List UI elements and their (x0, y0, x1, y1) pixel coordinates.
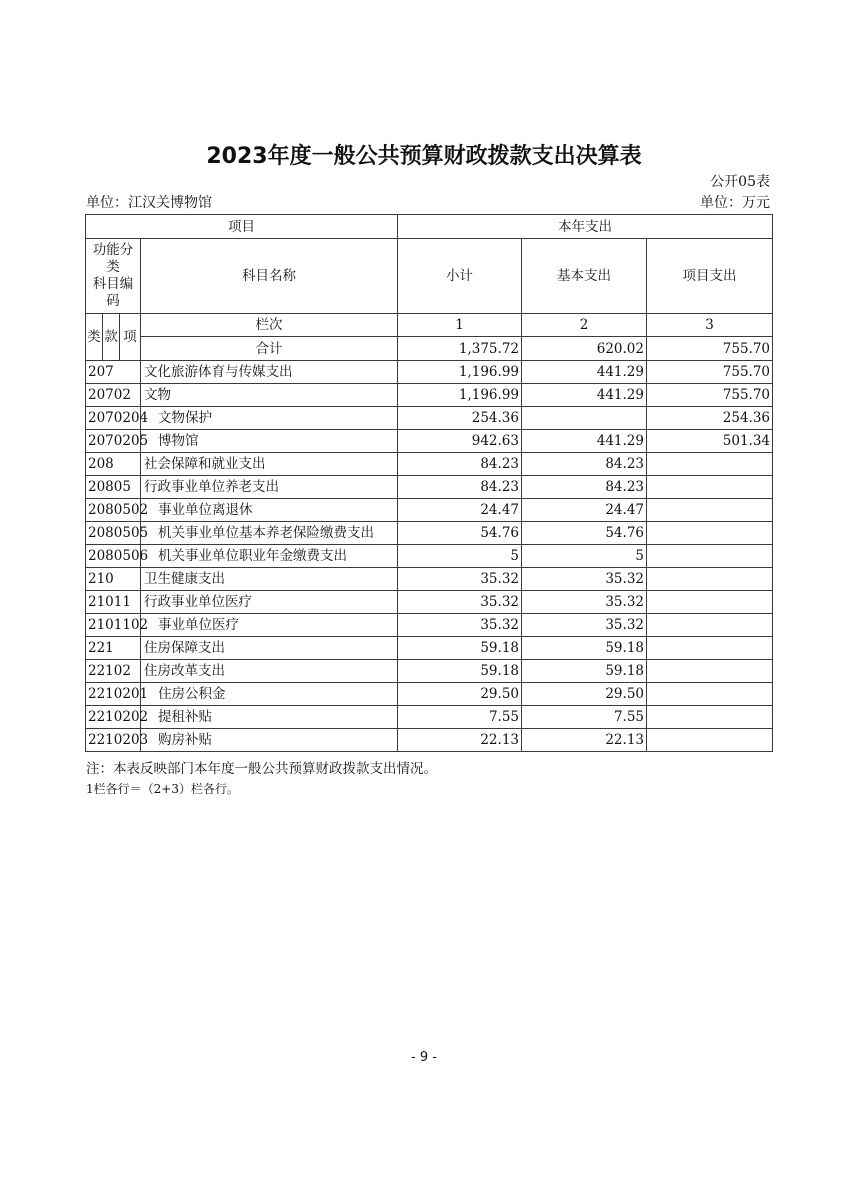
project-expense-value (647, 453, 773, 476)
subject-name: 事业单位离退休 (141, 499, 398, 522)
basic-expense-value: 59.18 (522, 637, 647, 660)
table-row (86, 384, 773, 407)
project-expense-value (647, 660, 773, 683)
basic-expense-value: 35.32 (522, 568, 647, 591)
table-note: 注：本表反映部门本年度一般公共预算财政拨款支出情况。 (86, 761, 437, 777)
subject-code: 22102 (86, 660, 141, 683)
subject-name: 文物 (141, 384, 398, 407)
table-row (86, 591, 773, 614)
project-expense-value (647, 499, 773, 522)
basic-expense-value: 441.29 (522, 430, 647, 453)
subject-code: 2210202 (86, 706, 141, 729)
subtotal-value: 35.32 (398, 591, 522, 614)
basic-expense-value: 54.76 (522, 522, 647, 545)
subtotal-value: 1,196.99 (398, 361, 522, 384)
subtotal-value: 35.32 (398, 568, 522, 591)
total-label: 合计 (141, 337, 398, 361)
header-xiang: 项 (120, 314, 141, 361)
header-project-expense: 项目支出 (647, 239, 773, 314)
subject-name: 行政事业单位医疗 (141, 591, 398, 614)
table-row (86, 706, 773, 729)
header-lei: 类 (86, 314, 103, 361)
subject-code: 210 (86, 568, 141, 591)
header-row (86, 239, 773, 314)
subject-code: 2080506 (86, 545, 141, 568)
header-func-code-line2: 科目编码 (92, 276, 134, 309)
subject-code: 20702 (86, 384, 141, 407)
basic-expense-value: 35.32 (522, 591, 647, 614)
header-row (86, 215, 773, 239)
table-row (86, 660, 773, 683)
header-year-expense: 本年支出 (398, 215, 773, 239)
subtotal-value: 22.13 (398, 729, 522, 752)
basic-expense-value: 24.47 (522, 499, 647, 522)
subject-name: 住房保障支出 (141, 637, 398, 660)
form-number: 公开05表 (710, 174, 770, 190)
subject-name: 住房公积金 (141, 683, 398, 706)
header-subject-name: 科目名称 (141, 239, 398, 314)
subtotal-value: 942.63 (398, 430, 522, 453)
project-expense-value (647, 614, 773, 637)
subtotal-value: 84.23 (398, 453, 522, 476)
project-expense-value (647, 706, 773, 729)
table-row (86, 499, 773, 522)
header-subtotal: 小计 (398, 239, 522, 314)
table-row (86, 430, 773, 453)
subject-name: 提租补贴 (141, 706, 398, 729)
table-row (86, 637, 773, 660)
basic-expense-value: 5 (522, 545, 647, 568)
header-col-1: 1 (398, 314, 522, 337)
project-expense-value (647, 683, 773, 706)
header-column-index: 栏次 (141, 314, 398, 337)
header-func-code (86, 239, 141, 314)
subject-name: 卫生健康支出 (141, 568, 398, 591)
subject-code: 2101102 (86, 614, 141, 637)
total-basic: 620.02 (522, 337, 647, 361)
header-kuan: 款 (103, 314, 120, 361)
table-row (86, 614, 773, 637)
subject-name: 文化旅游体育与传媒支出 (141, 361, 398, 384)
table-row (86, 407, 773, 430)
project-expense-value (647, 591, 773, 614)
total-row (86, 337, 773, 361)
subject-name: 购房补贴 (141, 729, 398, 752)
subject-code: 2070205 (86, 430, 141, 453)
subject-code: 2210203 (86, 729, 141, 752)
table-body (86, 361, 773, 752)
table-row (86, 522, 773, 545)
project-expense-value: 755.70 (647, 384, 773, 407)
total-project: 755.70 (647, 337, 773, 361)
table-row (86, 568, 773, 591)
basic-expense-value: 22.13 (522, 729, 647, 752)
basic-expense-value: 441.29 (522, 361, 647, 384)
subject-code: 2070204 (86, 407, 141, 430)
subtotal-value: 59.18 (398, 637, 522, 660)
header-project: 项目 (86, 215, 398, 239)
document-title: 2023年度一般公共预算财政拨款支出决算表 (206, 144, 642, 169)
basic-expense-value: 84.23 (522, 476, 647, 499)
total-subtotal: 1,375.72 (398, 337, 522, 361)
subject-name: 住房改革支出 (141, 660, 398, 683)
table-row (86, 683, 773, 706)
basic-expense-value: 84.23 (522, 453, 647, 476)
subject-code: 21011 (86, 591, 141, 614)
basic-expense-value (522, 407, 647, 430)
table-header (86, 215, 773, 361)
project-expense-value (647, 637, 773, 660)
subtotal-value: 35.32 (398, 614, 522, 637)
subtotal-value: 1,196.99 (398, 384, 522, 407)
subject-code: 2210201 (86, 683, 141, 706)
subject-name: 机关事业单位职业年金缴费支出 (141, 545, 398, 568)
subtotal-value: 59.18 (398, 660, 522, 683)
basic-expense-value: 29.50 (522, 683, 647, 706)
project-expense-value (647, 568, 773, 591)
header-col-2: 2 (522, 314, 647, 337)
subject-name: 行政事业单位养老支出 (141, 476, 398, 499)
subtotal-value: 24.47 (398, 499, 522, 522)
subject-code: 207 (86, 361, 141, 384)
subject-code: 2080502 (86, 499, 141, 522)
subtotal-value: 7.55 (398, 706, 522, 729)
project-expense-value (647, 545, 773, 568)
subject-code: 2080505 (86, 522, 141, 545)
page-number: - 9 - (411, 1050, 437, 1065)
subject-name: 文物保护 (141, 407, 398, 430)
subject-name: 事业单位医疗 (141, 614, 398, 637)
basic-expense-value: 7.55 (522, 706, 647, 729)
table-row (86, 729, 773, 752)
project-expense-value: 501.34 (647, 430, 773, 453)
subject-name: 机关事业单位基本养老保险缴费支出 (141, 522, 398, 545)
subject-name: 博物馆 (141, 430, 398, 453)
subject-code: 208 (86, 453, 141, 476)
header-basic: 基本支出 (522, 239, 647, 314)
basic-expense-value: 59.18 (522, 660, 647, 683)
unit-currency: 单位：万元 (700, 195, 770, 211)
table-row (86, 476, 773, 499)
header-func-code-line1: 功能分类 (92, 242, 134, 275)
subtotal-value: 29.50 (398, 683, 522, 706)
basic-expense-value: 35.32 (522, 614, 647, 637)
project-expense-value: 254.36 (647, 407, 773, 430)
header-row (86, 314, 773, 337)
unit-organization: 单位：江汉关博物馆 (86, 195, 212, 211)
table-row (86, 453, 773, 476)
header-col-3: 3 (647, 314, 773, 337)
project-expense-value (647, 522, 773, 545)
subject-code: 20805 (86, 476, 141, 499)
project-expense-value (647, 476, 773, 499)
subtotal-value: 5 (398, 545, 522, 568)
subject-code: 221 (86, 637, 141, 660)
table-row (86, 361, 773, 384)
expenditure-table (85, 214, 773, 752)
subtotal-value: 54.76 (398, 522, 522, 545)
basic-expense-value: 441.29 (522, 384, 647, 407)
subtotal-value: 254.36 (398, 407, 522, 430)
table-note-formula: 1栏各行＝（2+3）栏各行。 (86, 782, 239, 796)
subject-name: 社会保障和就业支出 (141, 453, 398, 476)
subtotal-value: 84.23 (398, 476, 522, 499)
project-expense-value (647, 729, 773, 752)
project-expense-value: 755.70 (647, 361, 773, 384)
table-row (86, 545, 773, 568)
